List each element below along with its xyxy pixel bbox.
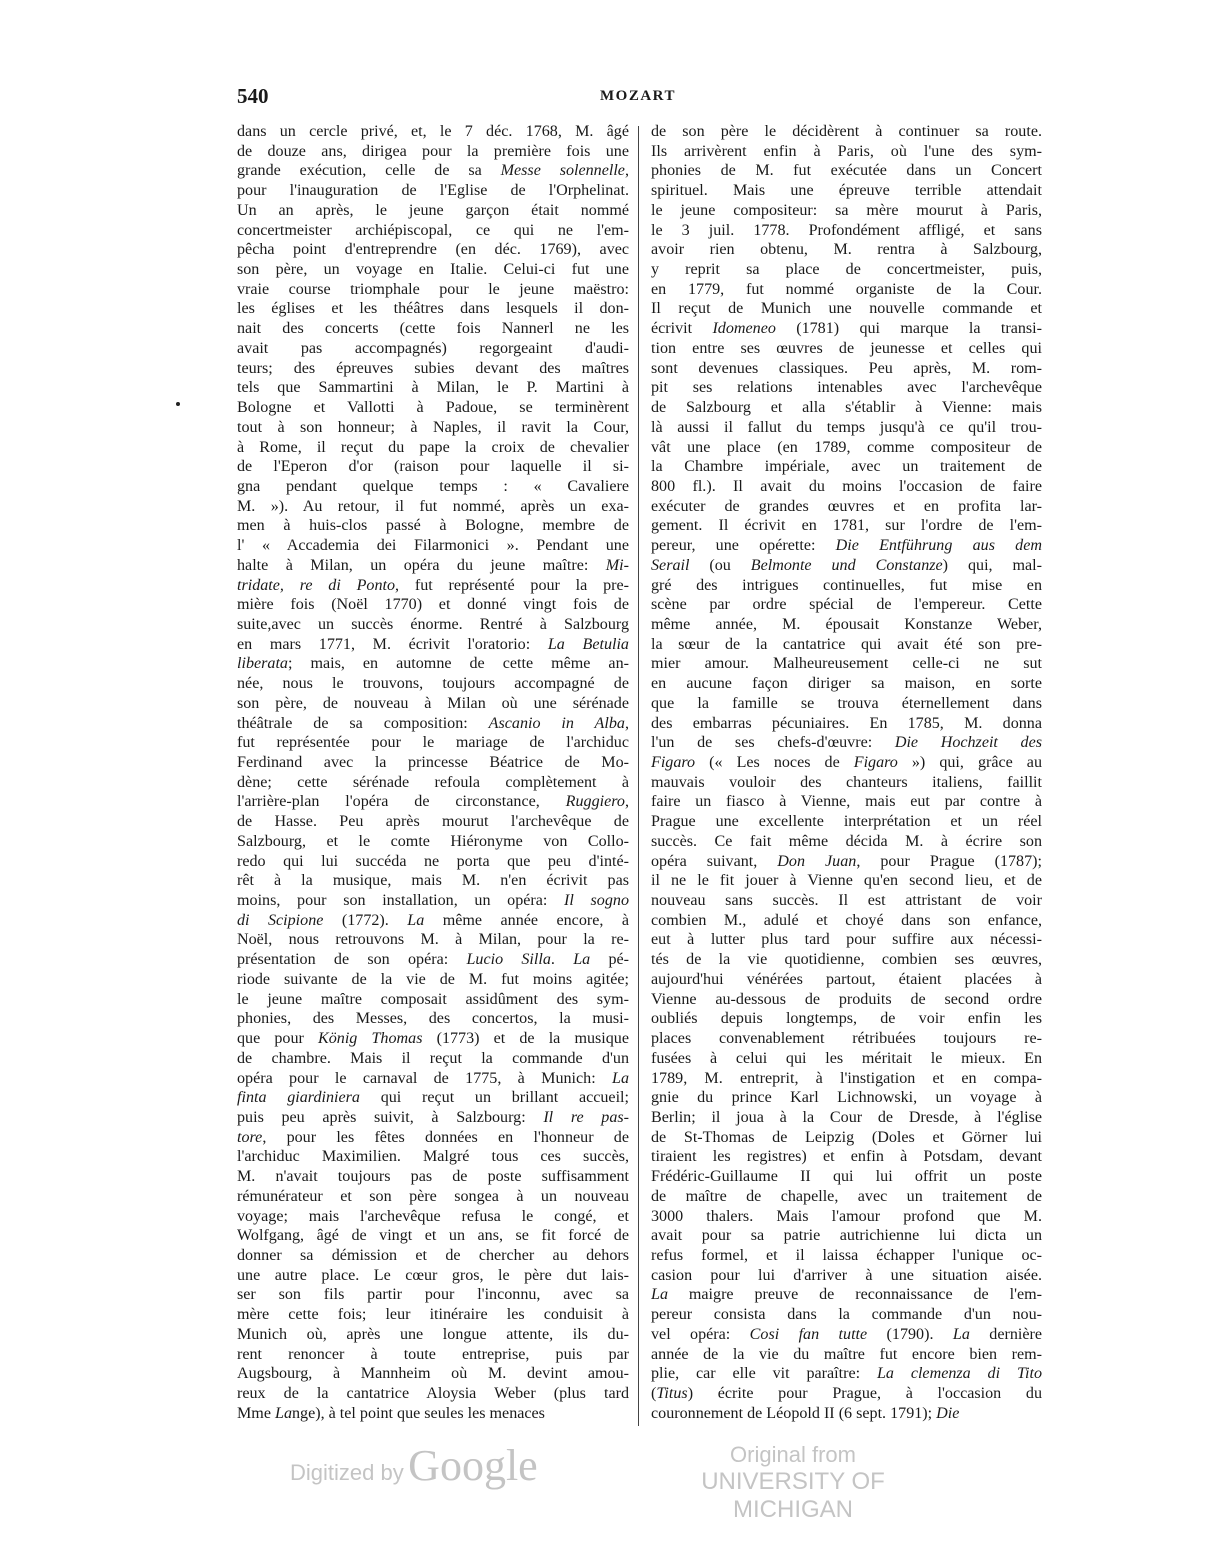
text-line: oubliés depuis longtemps, de voir enfin les <box>651 1010 1042 1028</box>
text-line: casion pour lui d'arriver à une situation aisée. <box>651 1266 1042 1284</box>
text-line: Frédéric-Guillaume II qui lui offrit un poste <box>651 1168 1042 1186</box>
text-line: de Hasse. Peu après mourut l'archevêque de <box>237 813 629 831</box>
text-line: finta giardiniera qui reçut un brillant accueil; <box>237 1089 629 1107</box>
text-line: rêt à la musique, mais M. n'en écrivit pas <box>237 872 629 890</box>
text-line: di Scipione (1772). La même année encore, à <box>237 911 629 929</box>
text-line: là aussi il fallut du temps jusqu'à ce qu'il trou- <box>651 418 1042 436</box>
text-line: gna pendant quelque temps : « Cavaliere <box>237 477 629 495</box>
text-line: Wolfgang, âgé de vingt et un ans, se fit forcé de <box>237 1227 629 1245</box>
text-line: avoir rien obtenu, M. rentra à Salzbourg, <box>651 241 1042 259</box>
text-line: nait des concerts (cette fois Nannerl ne les <box>237 320 629 338</box>
text-line: aujourd'hui vénérées partout, étaient placées à <box>651 970 1042 988</box>
google-logo-text: Google <box>408 1441 538 1490</box>
text-line: plie, car elle vit paraître: La clemenza di Tito <box>651 1365 1042 1383</box>
text-line: en aucune façon diriger sa maison, en sorte <box>651 675 1042 693</box>
text-line: pereur, une opérette: Die Entführung aus dem <box>651 537 1042 555</box>
text-line: phonies de M. fut exécutée dans un Concert <box>651 162 1042 180</box>
text-line: à Rome, il reçut du pape la croix de chevalier <box>237 438 629 456</box>
text-line: rent renoncer à toute entreprise, puis par <box>237 1345 629 1363</box>
text-line: phonies, des Messes, des concertos, la musi- <box>237 1010 629 1028</box>
text-line: des embarras pécuniaires. En 1785, M. donna <box>651 714 1042 732</box>
text-line: Berlin; il joua à la Cour de Dresde, à l'église <box>651 1108 1042 1126</box>
page-number: 540 <box>237 84 269 108</box>
text-line: donner sa démission et de chercher au dehors <box>237 1246 629 1264</box>
text-line: tout à son honneur; à Naples, il ravit la Cour, <box>237 418 629 436</box>
text-line: pêcha point d'entreprendre (en déc. 1769), avec <box>237 241 629 259</box>
text-line: men à huis-clos passé à Bologne, membre de <box>237 517 629 535</box>
text-line: de St-Thomas de Leipzig (Doles et Görner lui <box>651 1128 1042 1146</box>
text-line: fusées à celui qui les méritait le mieux. En <box>651 1049 1042 1067</box>
text-line: nouveau sans succès. Il est attristant de voir <box>651 892 1042 910</box>
text-line: que la famille se trouva éternellement dans <box>651 694 1042 712</box>
text-line: couronnement de Léopold II (6 sept. 1791); Die <box>651 1404 960 1422</box>
text-line: tridate, re di Ponto, fut représenté pour la pre- <box>237 576 629 594</box>
text-line: refus formel, et il laissa échapper l'unique oc- <box>651 1246 1042 1264</box>
text-line: mier amour. Malheureusement celle-ci ne sut <box>651 655 1042 673</box>
text-line: l'un de ses chefs-d'œuvre: Die Hochzeit des <box>651 734 1042 752</box>
text-line: Il reçut de Munich une nouvelle commande et <box>651 300 1042 318</box>
text-line: Prague une excellente interprétation et un réel <box>651 813 1042 831</box>
text-line: vel opéra: Cosi fan tutte (1790). La dernière <box>651 1325 1042 1343</box>
text-line: Bologne et Vallotti à Padoue, se terminèrent <box>237 399 629 417</box>
text-line: il ne le fit jouer à Vienne qu'en second lieu, et de <box>651 872 1042 890</box>
text-line: tore, pour les fêtes données en l'honneur de <box>237 1128 629 1146</box>
text-line: Un an après, le jeune garçon était nommé <box>237 201 629 219</box>
original-from-watermark <box>670 1442 916 1524</box>
text-line: 3000 thalers. Mais l'amour profond que M. <box>651 1207 1042 1225</box>
text-line: en 1779, fut nommé organiste de la Cour. <box>651 280 1042 298</box>
text-line: de douze ans, dirigea pour la première fois une <box>237 142 629 160</box>
text-line: mauvais vouloir des chanteurs italiens, faillit <box>651 773 1042 791</box>
text-line: y reprit sa place de concertmeister, puis, <box>651 261 1042 279</box>
text-line: halte à Milan, un opéra du jeune maître: Mi- <box>237 556 629 574</box>
text-line: tion entre ses œuvres de jeunesse et celles qui <box>651 339 1042 357</box>
text-line: Vienne au-dessous de produits de second ordre <box>651 990 1042 1008</box>
text-line: riode suivante de la vie de M. fut moins agitée; <box>237 970 629 988</box>
text-line: présentation de son opéra: Lucio Silla. La pé- <box>237 951 629 969</box>
text-line: succès. Ce fait même décida M. à écrire son <box>651 832 1042 850</box>
text-line: théâtrale de sa composition: Ascanio in Alba, <box>237 714 629 732</box>
text-line: puis peu après suivit, à Salzbourg: Il re pas- <box>237 1108 629 1126</box>
text-line: opéra suivant, Don Juan, pour Prague (1787); <box>651 852 1042 870</box>
text-line: combien M., adulé et choyé dans son enfance, <box>651 911 1042 929</box>
text-line: Munich où, après une longue attente, ils du- <box>237 1325 629 1343</box>
text-line: M. »). Au retour, il fut nommé, après un exa- <box>237 497 629 515</box>
text-line: teurs; des épreuves subies devant des maîtres <box>237 359 629 377</box>
text-line: concertmeister archiépiscopal, ce qui ne l'em- <box>237 221 629 239</box>
digitized-by-text: Digitized by <box>290 1460 404 1485</box>
text-line: son père, un voyage en Italie. Celui-ci fut une <box>237 261 629 279</box>
text-line: Ils arrivèrent enfin à Paris, où l'une des sym- <box>651 142 1042 160</box>
text-line: que pour König Thomas (1773) et de la musique <box>237 1030 629 1048</box>
text-line: Serail (ou Belmonte und Constanze) qui, mal- <box>651 556 1042 574</box>
text-line: opéra pour le carnaval de 1775, à Munich: La <box>237 1069 629 1087</box>
text-line: exécuter de grandes œuvres et en profita lar- <box>651 497 1042 515</box>
text-line: 1789, M. entreprit, à l'instigation et en compa- <box>651 1069 1042 1087</box>
text-line: La maigre preuve de reconnaissance de l'em- <box>651 1286 1042 1304</box>
text-line: écrivit Idomeneo (1781) qui marque la transi- <box>651 320 1042 338</box>
text-line: places convenablement rétribuées toujours re- <box>651 1030 1042 1048</box>
text-line: (Titus) écrite pour Prague, à l'occasion du <box>651 1385 1042 1402</box>
text-line: liberata; mais, en automne de cette même an- <box>237 655 629 673</box>
text-line: pour l'inauguration de l'Eglise de l'Orphelinat. <box>237 182 629 200</box>
text-line: Noël, nous retrouvons M. à Milan, pour la re- <box>237 931 629 949</box>
text-line: son père, de nouveau à Milan où une sérénade <box>237 694 629 712</box>
text-line: rémunérateur et son père songea à un nouveau <box>237 1187 629 1205</box>
text-line: voyage; mais l'archevêque refusa le congé, et <box>237 1207 629 1225</box>
text-line: avait pas accompagnés) regorgeaint d'audi- <box>237 339 629 357</box>
text-line: le jeune compositeur: sa mère mourut à Paris, <box>651 201 1042 219</box>
text-line: l' « Accademia dei Filarmonici ». Pendant une <box>237 537 629 555</box>
text-line: pereur consista dans la commande d'un nou- <box>651 1306 1042 1324</box>
text-line: tés de la vie quotidienne, combien ses œuvres, <box>651 951 1042 969</box>
text-line: dène; cette sérénade refoula complètement à <box>237 773 629 791</box>
text-line: Mme Lange), à tel point que seules les menaces <box>237 1404 545 1422</box>
text-line: le jeune maître composait assidûment des sym- <box>237 990 629 1008</box>
text-line: 800 fl.). Il avait du moins l'occasion de faire <box>651 477 1042 495</box>
text-line: pit ses relations intenables avec l'archevêque <box>651 379 1042 397</box>
text-line: spirituel. Mais une épreuve terrible attendait <box>651 182 1042 200</box>
text-line: de Salzbourg et alla s'établir à Vienne: mais <box>651 399 1042 417</box>
text-line: scène par ordre spécial de l'empereur. Cette <box>651 596 1042 614</box>
text-line: moins, pour son installation, un opéra: Il sogno <box>237 892 629 910</box>
university-text: UNIVERSITY OF MICHIGAN <box>701 1468 885 1523</box>
text-line: vât une place (en 1789, comme compositeur de <box>651 438 1042 456</box>
text-line: tiraient les registres) et enfin à Potsdam, devant <box>651 1148 1042 1166</box>
text-line: née, nous le trouvons, toujours accompagné de <box>237 675 629 693</box>
text-line: gré des intrigues continuelles, fut mise en <box>651 576 1042 594</box>
text-line: fut représentée pour le mariage de l'archiduc <box>237 734 629 752</box>
text-line: M. n'avait toujours pas de poste suffisamment <box>237 1168 629 1186</box>
text-line: une autre place. Le cœur gros, le père dut lais- <box>237 1266 629 1284</box>
text-line: de son père le décidèrent à continuer sa route. <box>651 123 1042 140</box>
text-line: ser son fils partir pour l'inconnu, avec sa <box>237 1286 629 1304</box>
text-line: grande exécution, celle de sa Messe solennelle, <box>237 162 629 180</box>
original-from-text: Original from <box>730 1442 856 1467</box>
text-line: l'arrière-plan l'opéra de circonstance, Ruggiero, <box>237 793 629 811</box>
right-column <box>651 122 1042 1423</box>
column-divider <box>638 126 639 1426</box>
text-line: Ferdinand avec la princesse Béatrice de Mo- <box>237 754 629 771</box>
digitized-by-watermark <box>290 1440 538 1491</box>
left-column <box>237 122 629 1423</box>
text-line: sont devenues classiques. Peu après, M. rom- <box>651 359 1042 377</box>
text-line: de l'Eperon d'or (raison pour laquelle il si- <box>237 458 629 476</box>
text-line: même année, M. épousait Konstanze Weber, <box>651 615 1042 633</box>
text-line: la sœur de la cantatrice qui avait été son pre- <box>651 635 1042 653</box>
ink-speck <box>176 402 180 406</box>
text-line: eut à lutter plus tard pour suffire aux nécessi- <box>651 931 1042 949</box>
text-line: reux de la cantatrice Aloysia Weber (plus tard <box>237 1385 629 1402</box>
text-line: avait pour sa patrie autrichienne lui dicta un <box>651 1227 1042 1245</box>
text-line: vraie course triomphale pour le jeune maëstro: <box>237 280 629 298</box>
text-line: Figaro (« Les noces de Figaro ») qui, grâce au <box>651 754 1042 771</box>
running-head: MOZART <box>600 88 676 104</box>
text-line: mère cette fois; leur itinéraire les conduisit à <box>237 1306 629 1324</box>
text-line: Augsbourg, à Mannheim où M. devint amou- <box>237 1365 629 1383</box>
text-line: tels que Sammartini à Milan, le P. Martini à <box>237 379 629 397</box>
text-line: de maître de chapelle, avec un traitement de <box>651 1187 1042 1205</box>
text-line: l'archiduc Maximilien. Malgré tous ces succès, <box>237 1148 629 1166</box>
text-line: les églises et les théâtres dans lesquels il don- <box>237 300 629 318</box>
text-line: faire un fiasco à Vienne, mais eut par contre à <box>651 793 1042 811</box>
text-line: mière fois (Noël 1770) et donné vingt fois de <box>237 596 629 614</box>
text-line: année de la vie du maître fut encore bien rem- <box>651 1345 1042 1363</box>
text-line: en mars 1771, M. écrivit l'oratorio: La Betulia <box>237 635 629 653</box>
text-line: le 3 juil. 1778. Profondément affligé, et sans <box>651 221 1042 239</box>
text-line: gnie du prince Karl Lichnowski, un voyage à <box>651 1089 1042 1107</box>
text-line: de chambre. Mais il reçut la commande d'un <box>237 1049 629 1067</box>
text-line: gement. Il écrivit en 1781, sur l'ordre de l'em- <box>651 517 1042 535</box>
text-line: suite,avec un succès énorme. Rentré à Salzbourg <box>237 615 629 633</box>
text-line: dans un cercle privé, et, le 7 déc. 1768, M. âgé <box>237 123 629 140</box>
text-line: Salzbourg, et le comte Hiéronyme von Collo- <box>237 832 629 850</box>
text-line: redo qui lui succéda ne porta que peu d'inté- <box>237 852 629 870</box>
text-line: la Chambre impériale, avec un traitement de <box>651 458 1042 476</box>
